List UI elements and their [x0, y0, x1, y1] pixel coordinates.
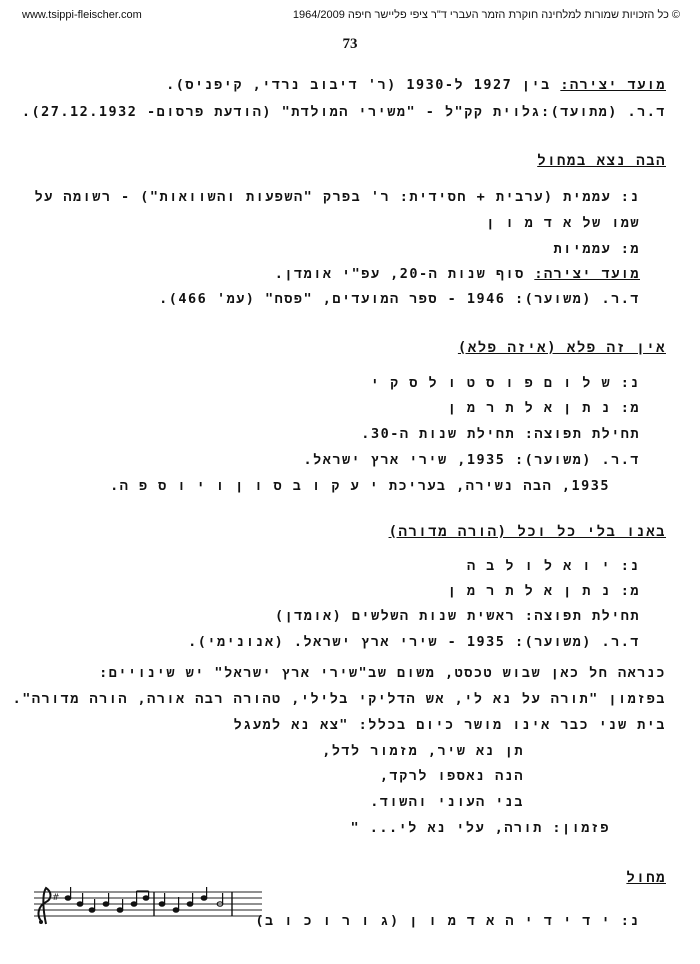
s2-lyrics-line: נ: ש ל ו ם פ ו ס ט ו ל ס ק י	[370, 375, 640, 391]
svg-text:#: #	[52, 893, 60, 903]
s3-music-line: מ: נ ת ן א ל ת ר מ ן	[447, 583, 640, 599]
s3-spread-line: תחילת תפוצה: ראשית שנות השלשים (אומדן)	[274, 608, 640, 624]
section-title-hava-netze: הבה נצא במחול	[537, 153, 666, 169]
s1-lyrics-line-cont: שמו של א ד מ ו ן	[486, 215, 640, 231]
s3-print-line: ד.ר. (משוער): 1935 - שירי ארץ ישראל. (אנונימי).	[188, 634, 640, 650]
s2-music-line: מ: נ ת ן א ל ת ר מ ן	[447, 400, 640, 416]
s3-chorus-line: פזמון: תורה, עלי נא לי... "	[350, 820, 610, 836]
s3-note-para-3: בית שני כבר אינו מושר כיום בכלל: "צא נא למעגל	[233, 717, 666, 733]
s3-note-para-1: כנראה חל כאן שבוש טכסט, משום שב"שירי ארץ ישראל" יש שינויים:	[99, 665, 666, 681]
intro-line-1	[166, 76, 666, 94]
s1-date-label: מועד יצירה:	[534, 266, 640, 282]
intro-date-text: בין 1927 ל-1930 (ר' דיבוב נרדי, קיפניס).	[166, 77, 561, 93]
s3-verse-line-2: הנה נאספו לרקד,	[379, 768, 524, 784]
treble-clef-icon	[39, 888, 51, 924]
s2-spread-line: תחילת תפוצה: תחילת שנות ה-30.	[361, 426, 640, 442]
website-url[interactable]: www.tsippi-fleischer.com	[22, 9, 142, 21]
section-title-banu-bli-kol: באנו בלי כל וכל (הורה מדורה)	[388, 524, 666, 540]
s3-verse-line-1: תן נא שיר, מזמור לדל,	[322, 743, 524, 759]
s1-music-line: מ: עממיות	[553, 241, 640, 257]
intro-date-label: מועד יצירה:	[560, 77, 666, 93]
s2-print-line-2: 1935, הבה נשירה, בעריכת י ע ק ו ב ס ו ן ו י ו ס פ ה.	[110, 478, 610, 494]
s3-verse-line-3: בני העוני והשוד.	[370, 794, 524, 810]
music-staff-excerpt	[34, 884, 264, 926]
s2-print-line: ד.ר. (משוער): 1935, שירי ארץ ישראל.	[303, 452, 640, 468]
s4-lyrics-line: נ: י ד י ד י ה א ד מ ו ן (ג ו ר ו כ ו ב)	[255, 913, 640, 929]
s3-note-para-2: בפזמון "תורה על נא לי, אש הדליקי בלילי, טהורה רבה אורה, הורה מדורה".	[12, 691, 666, 707]
copyright-notice: © כל הזכויות שמורות למלחינה חוקרת הזמר העברי ד"ר ציפי פליישר חיפה 1964/2009	[292, 9, 680, 21]
section-title-machol: מחול	[626, 870, 666, 886]
s1-date-text: סוף שנות ה-20, עפ"י אומדן.	[274, 266, 535, 282]
section-title-ein-ze-pele: אין זה פלא (איזה פלא)	[457, 340, 666, 356]
s3-lyrics-line: נ: י ו א ל ו ל ב ה	[466, 558, 640, 574]
s1-print-line: ד.ר. (משוער): 1946 - ספר המועדים, "פסח" (עמ' 466).	[159, 291, 640, 307]
page-number: 73	[342, 36, 358, 52]
intro-line-2: ד.ר. (מתועד):גלוית קק"ל - "משירי המולדת" (הודעת פרסום- 27.12.1932).	[21, 104, 666, 120]
s1-lyrics-line: נ: עממית (ערבית + חסידית: ר' בפרק "השפעות והשוואות") - רשומה על	[34, 189, 640, 205]
s1-date-line	[275, 265, 640, 283]
